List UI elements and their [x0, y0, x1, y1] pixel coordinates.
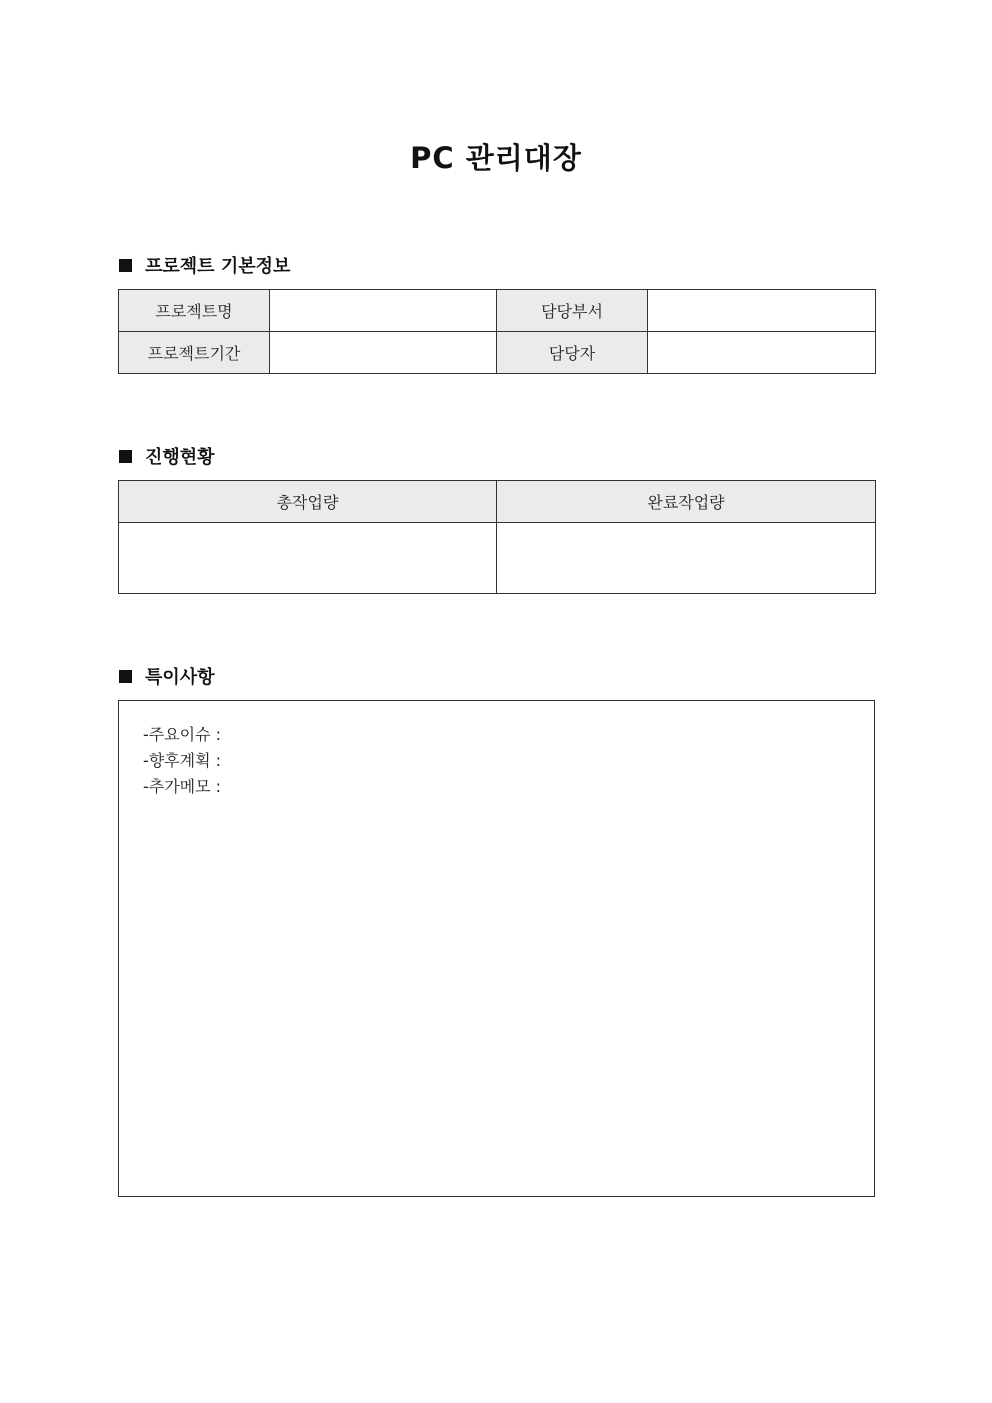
completed-work-label: 완료작업량: [497, 481, 876, 523]
progress-table: [118, 480, 876, 594]
notes-box[interactable]: [118, 700, 875, 1197]
section-heading-progress: [119, 444, 215, 468]
department-field[interactable]: [648, 290, 876, 332]
project-period-label: 프로젝트기간: [119, 332, 270, 374]
page-title: PC 관리대장: [410, 141, 582, 175]
square-bullet-icon: [119, 450, 132, 463]
department-label: 담당부서: [497, 290, 648, 332]
notes-line-main-issues: -주요이슈 :: [143, 725, 222, 744]
manager-field[interactable]: [648, 332, 876, 374]
section-heading-label: 진행현황: [145, 447, 215, 468]
total-work-field[interactable]: [119, 523, 497, 594]
manager-label: 담당자: [497, 332, 648, 374]
square-bullet-icon: [119, 259, 132, 272]
project-info-table: [118, 289, 876, 374]
project-name-field[interactable]: [270, 290, 497, 332]
notes-line-additional-memo: -추가메모 :: [143, 777, 222, 796]
section-heading-label: 특이사항: [145, 667, 215, 688]
project-name-label: 프로젝트명: [119, 290, 270, 332]
total-work-label: 총작업량: [119, 481, 497, 523]
notes-line-future-plans: -향후계획 :: [143, 751, 222, 770]
completed-work-field[interactable]: [497, 523, 876, 594]
project-period-field[interactable]: [270, 332, 497, 374]
section-heading-notes: [119, 664, 215, 688]
square-bullet-icon: [119, 670, 132, 683]
section-heading-label: 프로젝트 기본정보: [145, 256, 291, 277]
section-heading-project-info: [119, 253, 290, 277]
